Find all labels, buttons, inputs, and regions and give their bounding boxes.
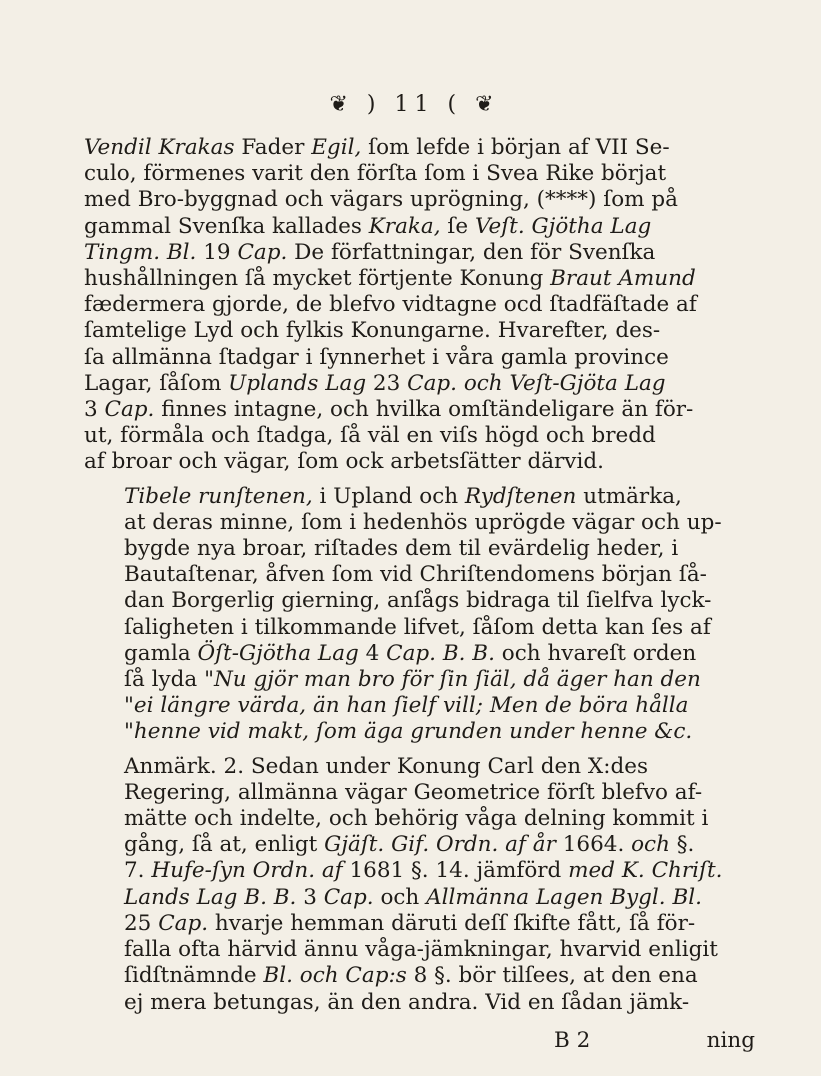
text-segment: Lagar, ſåſom xyxy=(84,370,229,396)
text-segment: mätte och indelte, och behörig våga delning kommit i xyxy=(124,806,709,832)
text-segment: culo, förmenes varit den förſta ſom i Svea Rike börjat xyxy=(84,161,667,187)
text-segment: 25 xyxy=(124,910,159,936)
text-segment: Anmärk. 2. xyxy=(124,753,245,779)
text-segment: Braut Amund xyxy=(550,266,696,292)
text-segment: Allmänna Lagen Bygl. Bl. xyxy=(426,884,702,910)
text-line xyxy=(84,484,755,510)
text-segment: Cap. xyxy=(323,884,374,910)
paragraph-anmark xyxy=(84,754,755,1016)
text-segment: ut, förmåla och ſtadga, ſå väl en viſs högd och bredd xyxy=(84,423,656,449)
text-line xyxy=(84,423,755,449)
text-segment: ej mera betungas, än den andra. Vid en ſådan jämk- xyxy=(124,989,690,1015)
left-ornament-icon: ❦ xyxy=(329,92,354,117)
text-segment: ſa allmänna ſtadgar i ſynnerhet i våra gamla province xyxy=(84,344,669,370)
text-line xyxy=(84,615,755,641)
text-line xyxy=(84,187,755,213)
text-line xyxy=(84,588,755,614)
text-segment: ſidſtnämnde xyxy=(124,963,264,989)
text-line xyxy=(84,266,755,292)
text-segment: §. xyxy=(669,832,695,858)
text-segment: Lands Lag B. B. xyxy=(124,884,297,910)
text-segment: "henne vid makt, ſom äga grunden under henne &c. xyxy=(124,719,693,745)
text-line xyxy=(84,641,755,667)
text-segment: 1681 §. 14. jämförd xyxy=(342,858,569,884)
page-header xyxy=(84,92,755,117)
text-segment: 19 xyxy=(196,239,238,265)
text-segment: Regering, allmänna vägar Geometrice förſt blefvo af- xyxy=(124,779,703,805)
text-line xyxy=(84,510,755,536)
text-segment: Egil, xyxy=(311,135,362,160)
text-line xyxy=(84,318,755,344)
text-line xyxy=(84,937,755,963)
text-segment: Uplands Lag xyxy=(228,370,367,396)
right-paren: ( xyxy=(447,92,463,117)
text-segment: ſaligheten i tilkommande lifvet, ſåſom detta kan ſes af xyxy=(124,614,711,640)
text-line xyxy=(84,371,755,397)
text-line xyxy=(84,911,755,937)
text-line xyxy=(84,885,755,911)
text-segment: gammal Svenſka kallades xyxy=(84,213,369,239)
text-segment: 1664. xyxy=(555,832,632,858)
text-segment: fædermera gjorde, de blefvo vidtagne ocd ſtadfäſtade af xyxy=(84,292,697,318)
paragraph-vendil xyxy=(84,135,755,476)
right-ornament-icon: ❦ xyxy=(475,92,500,117)
text-line xyxy=(84,135,755,161)
text-segment: 3 xyxy=(296,884,324,910)
catchword: ning xyxy=(706,1028,755,1053)
text-segment: finnes intagne, och hvilka omſtändeligare än för- xyxy=(154,397,694,423)
text-segment: falla ofta härvid ännu våga-jämkningar, hvarvid enligit xyxy=(124,937,718,963)
text-line xyxy=(84,858,755,884)
text-segment: Cap. xyxy=(158,910,209,936)
text-segment: gamla xyxy=(124,640,198,666)
text-segment: Vendil Krakas xyxy=(84,135,235,160)
text-segment: och xyxy=(373,884,427,910)
text-line xyxy=(84,832,755,858)
text-segment: "ei längre värda, än han ſielf vill; Men de böra hålla xyxy=(124,693,689,719)
text-segment: Cap. xyxy=(104,397,155,423)
text-segment: Cap. och Veſt-Gjöta Lag xyxy=(407,370,666,396)
text-segment: at deras minne, ſom i hedenhös uprögde vägar och up- xyxy=(124,509,722,535)
text-line xyxy=(84,667,755,693)
text-segment: 8 §. bör tilſees, at den ena xyxy=(406,963,698,989)
text-segment: Kraka, xyxy=(368,213,441,239)
left-paren: ) xyxy=(366,92,382,117)
text-line xyxy=(84,963,755,989)
text-line xyxy=(84,754,755,780)
page-number: 11 xyxy=(394,92,435,117)
text-segment: gång, ſå at, enligt xyxy=(124,832,325,858)
text-segment: Gjäſt. Gif. Ordn. af år xyxy=(324,832,556,858)
text-segment: Cap. xyxy=(237,239,288,265)
text-line xyxy=(84,562,755,588)
text-segment: bygde nya broar, riſtades dem til evärdelig heder, i xyxy=(124,536,679,562)
text-segment: 3 xyxy=(84,397,105,423)
signature-mark: B 2 xyxy=(554,1028,591,1053)
text-segment: Hufe-ſyn Ordn. af xyxy=(151,858,343,884)
text-line xyxy=(84,806,755,832)
text-segment: 7. xyxy=(124,858,152,884)
text-segment: Veſt. Gjötha Lag xyxy=(474,213,652,239)
text-segment: med Bro-byggnad och vägars uprögning, (****) ſom på xyxy=(84,187,678,213)
text-line xyxy=(84,990,755,1016)
text-segment: Tibele runſtenen, xyxy=(124,483,313,509)
text-segment: ſå lyda xyxy=(124,667,205,693)
text-segment: och hvareſt orden xyxy=(494,640,697,666)
text-line xyxy=(84,161,755,187)
text-segment: Bl. och Cap:s xyxy=(263,963,407,989)
text-segment: "Nu gjör man bro för ſin ſiäl, då äger han den xyxy=(204,667,701,693)
text-line xyxy=(84,214,755,240)
text-segment: Rydſtenen xyxy=(464,483,577,509)
text-segment: Sedan under Konung Carl den X:des xyxy=(244,753,648,779)
text-segment: ſe xyxy=(440,213,475,239)
text-segment: hushållningen ſå mycket förtjente Konung xyxy=(84,266,551,292)
text-segment: 4 xyxy=(358,640,387,666)
text-segment: ſamtelige Lyd och fylkis Konungarne. Hvarefter, des- xyxy=(84,318,661,344)
text-line xyxy=(84,693,755,719)
text-line xyxy=(84,240,755,266)
text-segment: Cap. B. B. xyxy=(386,640,495,666)
text-line xyxy=(84,536,755,562)
text-segment: med K. Chriſt. xyxy=(568,858,723,884)
text-segment: Öſt-Gjötha Lag xyxy=(197,640,359,666)
text-segment: Bautaſtenar, åfven ſom vid Chriſtendomens början ſå- xyxy=(124,562,707,588)
text-segment: och xyxy=(631,832,670,858)
text-segment: Tingm. Bl. xyxy=(84,239,197,265)
text-segment: dan Borgerlig gierning, anſågs bidraga til ſielfva lyck- xyxy=(124,588,712,614)
text-line xyxy=(84,292,755,318)
text-line xyxy=(84,397,755,423)
text-segment: hvarje hemman däruti deſſ ſkifte fått, ſå för- xyxy=(208,910,696,936)
text-segment: utmärka, xyxy=(576,483,682,509)
text-segment: 23 xyxy=(366,370,408,396)
text-segment: ſom lefde i början af VII Se- xyxy=(361,135,670,160)
text-segment: af broar och vägar, ſom ock arbetsſätter därvid. xyxy=(84,449,604,475)
text-line xyxy=(84,449,755,475)
text-line xyxy=(84,345,755,371)
text-segment: De författningar, den för Svenſka xyxy=(287,239,656,265)
text-segment: i Upland och xyxy=(312,483,465,509)
text-segment: Fader xyxy=(234,135,312,160)
paragraph-runstenen xyxy=(84,484,755,746)
text-line xyxy=(84,719,755,745)
text-line xyxy=(84,780,755,806)
